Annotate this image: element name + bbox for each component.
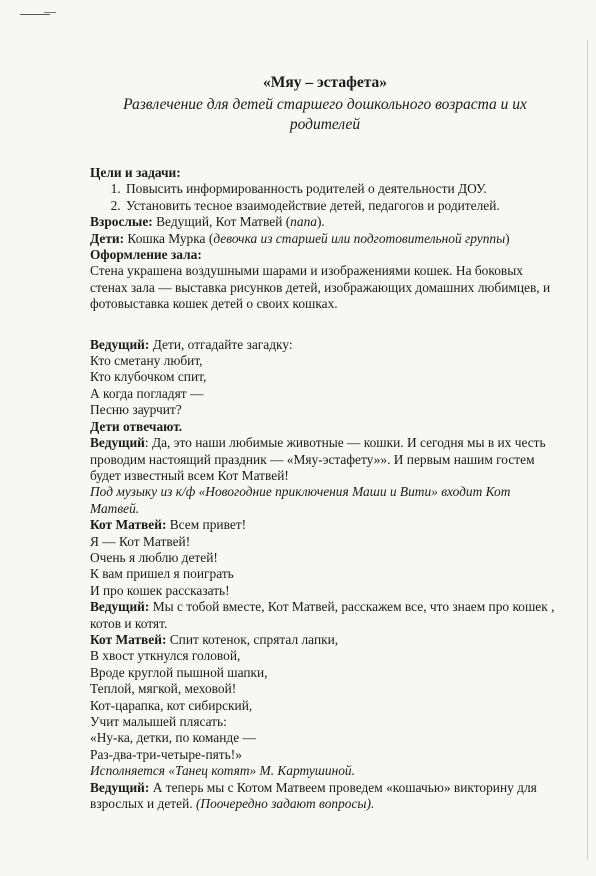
stage-direction-music: Под музыку из к/ф «Новогодние приключения Маши и Вити» входит Кот Матвей. [90,484,511,516]
children-label: Дети: [90,230,125,246]
host-line-4 [90,780,560,813]
poem-line: Теплой, мягкой, меховой! [90,681,237,697]
speaker: Ведущий: [90,779,150,795]
cat-line-1 [90,517,560,533]
poem-line: В хвост уткнулся головой, [90,648,241,664]
speech: Всем привет! [166,517,247,533]
document-title: «Мяу – эстафета» [262,74,388,91]
host-line-1 [90,337,560,353]
verse-line: Я — Кот Матвей! [90,533,191,549]
host-line-3 [90,599,560,632]
poem-line: Раз-два-три-четыре-пять!» [90,746,242,762]
speech: Мы с тобой вместе, Кот Матвей, расскажем все, что знаем про кошек , котов и котят. [90,599,555,631]
speaker: Ведущий: [90,336,150,352]
goals-heading: Цели и задачи: [90,165,181,180]
poem-line: «Ну-ка, детки, по команде — [90,730,256,746]
stage-direction-dance: Исполняется «Танец котят» М. Картушиной. [90,763,355,779]
speaker: Кот Матвей: [90,631,167,647]
speaker: Ведущий: [90,599,150,615]
riddle-line: Кто клубочком спит, [90,369,207,385]
kids-answer: Дети отвечают. [90,418,183,434]
decor-text: Стена украшена воздушными шарами и изображениями кошек. На боковых стенах зала — выставка рисунков детей, изображающих домашних любимцев, и фотовыставка кошек детей о своих кошках. [90,263,551,312]
children-end: ) [505,230,510,246]
verse-line: К вам пришел я поиграть [90,566,234,582]
speech: Спит котенок, спрятал лапки, [166,631,339,647]
goal-text: Повысить информированность родителей о деятельности ДОУ. [126,181,487,197]
verse-line: Очень я люблю детей! [90,549,218,565]
scan-mark [20,14,50,15]
riddle-line: Песню заурчит? [90,402,182,418]
goal-text: Установить тесное взаимодействие детей, педагогов и родителей. [126,197,500,213]
scan-edge [587,40,588,860]
speech: А теперь мы с Котом Матвеем проведем «кошачью» викторину для взрослых и детей. [90,779,537,812]
poem-line: Кот-царапка, кот сибирский, [90,697,253,713]
adults-end: ). [316,214,325,230]
adults-label: Взрослые: [90,214,153,230]
stage-direction-quiz: (Поочередно задают вопросы). [195,796,375,812]
adults-note: папа [290,214,317,230]
riddle-line: Кто сметану любит, [90,353,203,369]
goals-list [90,181,560,214]
cat-line-2 [90,632,560,648]
verse-line: И про кошек рассказать! [90,582,230,598]
goal-item [124,181,560,197]
poem-line: Вроде круглой пышной шапки, [90,664,268,680]
spacer [90,313,560,337]
document-subtitle: Развлечение для детей старшего дошкольного возраста и их родителей [123,96,527,133]
goal-item [124,198,560,214]
scan-mark [44,12,56,13]
speaker: Ведущий [90,435,145,451]
host-line-2 [90,435,560,484]
children-line [90,231,560,247]
speech: Дети, отгадайте загадку: [149,336,293,352]
adults-line [90,214,560,230]
adults-text: Ведущий, Кот Матвей ( [152,214,291,230]
speaker: Кот Матвей: [90,517,167,533]
speech: : Да, это наши любимые животные — кошки. И сегодня мы в их честь проводим настоящий праздник — «Мяу-эстафету»». И первым нашим гостем будет известный всем Кот Матвей! [90,435,546,483]
poem-line: Учит малышей плясать: [90,714,227,729]
riddle-line: А когда погладят — [90,385,204,401]
children-text: Кошка Мурка ( [124,230,214,246]
decor-heading: Оформление зала: [90,247,202,263]
document-page [90,74,560,812]
children-note: девочка из старшей или подготовительной группы [213,230,506,246]
